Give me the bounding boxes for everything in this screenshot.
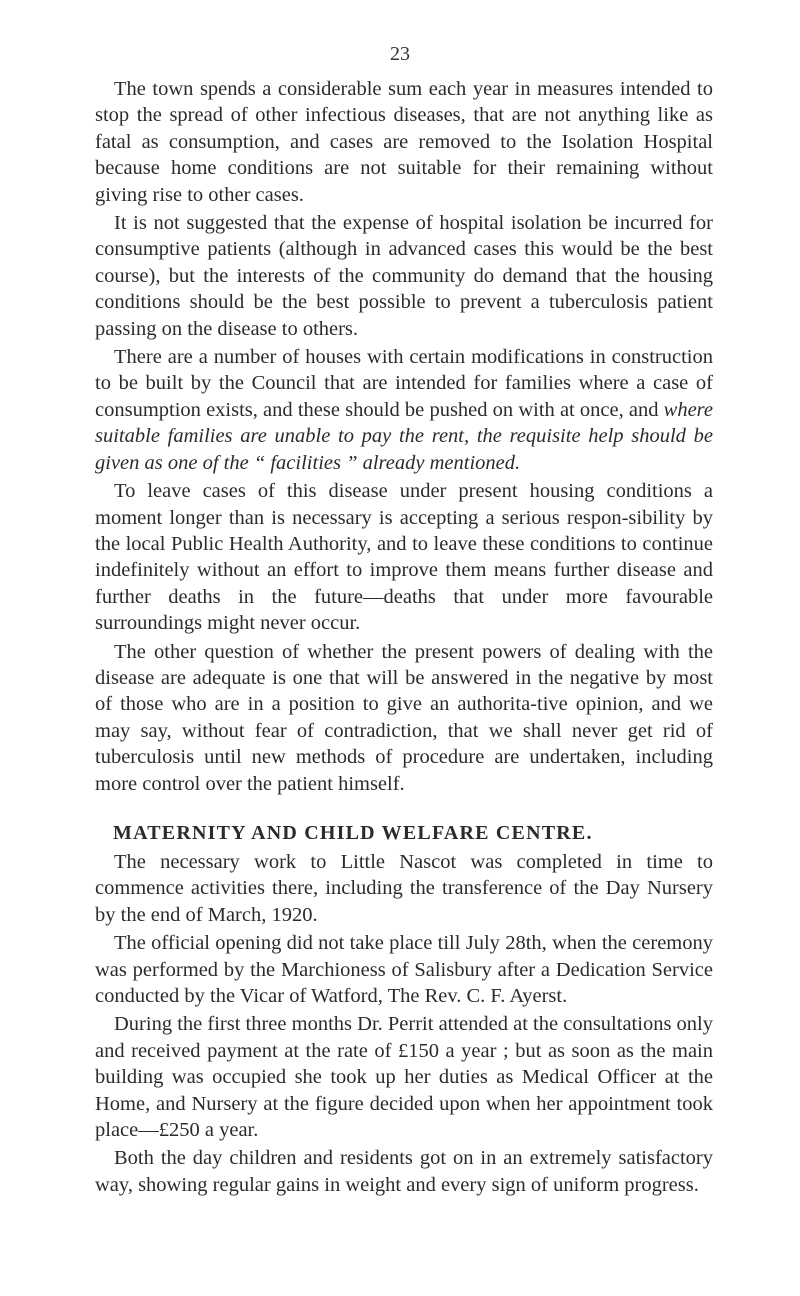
section-heading: MATERNITY AND CHILD WELFARE CENTRE.	[113, 821, 593, 844]
page-number: 23	[390, 43, 410, 65]
paragraph: It is not suggested that the expense of hospital isolation be incurred for consumptive patients (although in advanced cases this would be the best course), but the interests of the community do demand that the housing conditions should be the best possible to prevent a tuberculosis patient passing on the disease to others.	[95, 212, 713, 340]
paragraph-text: There are a number of houses with certain modifications in construction to be built by the Council that are intended for families where a case of consumption exists, and these should be pushed on with at once, and	[95, 346, 713, 421]
paragraph: To leave cases of this disease under present housing conditions a moment longer than is necessary is accepting a serious respon-sibility by the local Public Health Authority, and to leave these conditions to continue indefinitely without an effort to improve them means further disease and further deaths in the future—deaths that under more favourable surroundings might never occur.	[95, 480, 713, 635]
paragraph: Both the day children and residents got on in an extremely satisfactory way, showing regular gains in weight and every sign of uniform progress.	[95, 1147, 713, 1196]
paragraph: The other question of whether the present powers of dealing with the disease are adequate is one that will be answered in the negative by most of those who are in a position to give an authorita-tive opinion, and we may say, without fear of contradiction, that we shall never get rid of tuberculosis until new methods of procedure are undertaken, including more control over the patient himself.	[95, 640, 713, 795]
page-body	[95, 76, 713, 1198]
paragraph	[95, 344, 713, 476]
paragraph-emphasis: where suitable families are unable to pay the rent, the requisite help should be given as one of the “ facilities ” already mentioned.	[95, 398, 713, 474]
paragraph: The necessary work to Little Nascot was completed in time to commence activities there, including the transference of the Day Nursery by the end of March, 1920.	[95, 850, 713, 926]
paragraph: The town spends a considerable sum each year in measures intended to stop the spread of other infectious diseases, that are not anything like as fatal as consumption, and cases are removed to the Isolation Hospital because home conditions are not suitable for their remaining without giving rise to other cases.	[95, 78, 713, 206]
paragraph: During the first three months Dr. Perrit attended at the consultations only and received payment at the rate of £150 a year ; but as soon as the main building was occupied she took up her duties as Medical Officer at the Home, and Nursery at the figure decided upon when her appointment took place—£250 a year.	[95, 1013, 713, 1142]
paragraph: The official opening did not take place till July 28th, when the ceremony was performed by the Marchioness of Salisbury after a Dedication Service conducted by the Vicar of Watford, The Rev. C. F. Ayerst.	[95, 932, 713, 1007]
